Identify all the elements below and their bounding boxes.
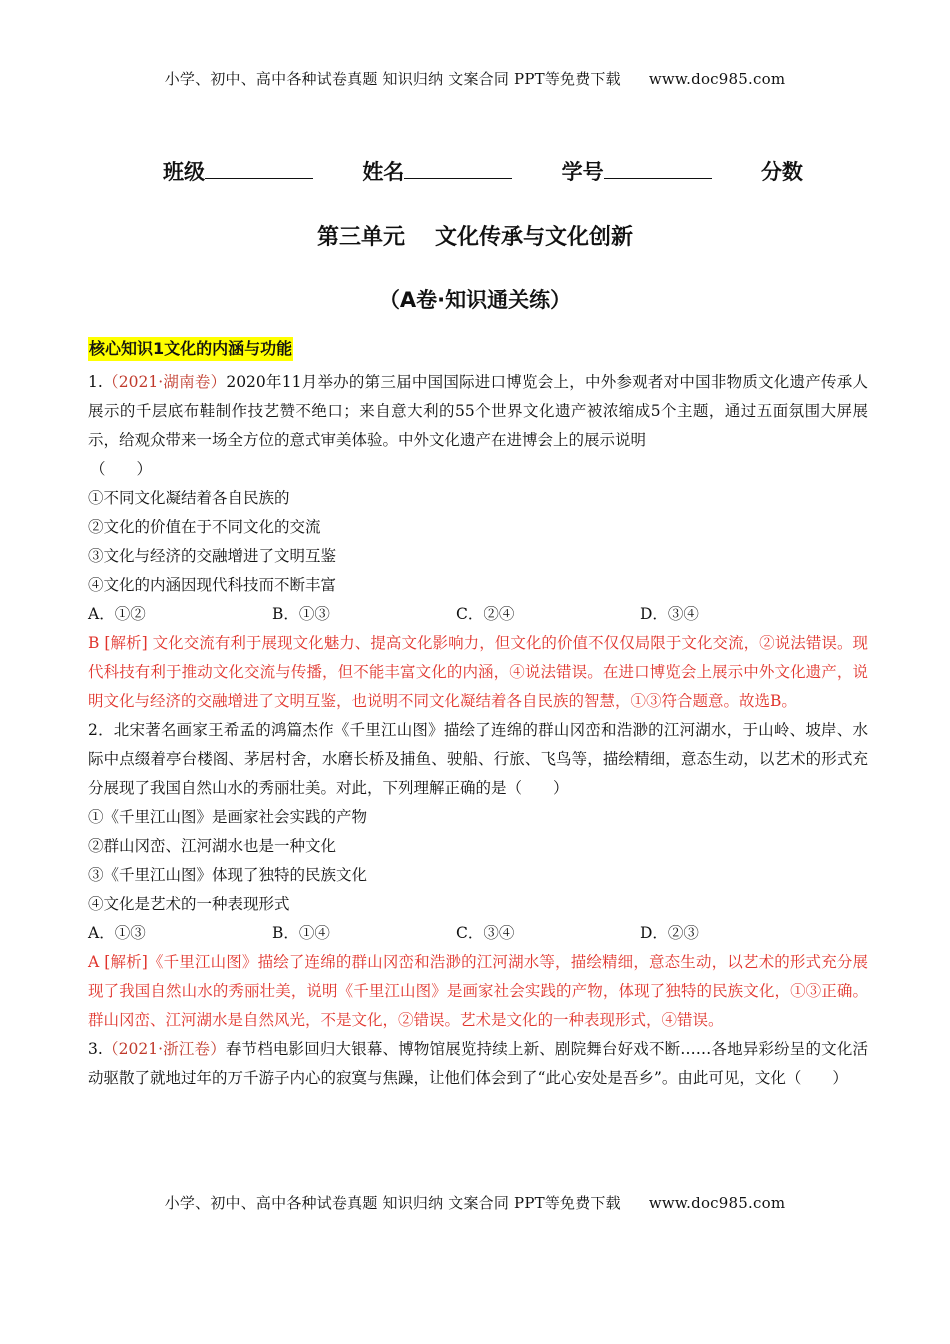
question-source: （2021·湖南卷） bbox=[102, 373, 227, 391]
choice-a: A．①② bbox=[88, 605, 146, 623]
footer-text: 小学、初中、高中各种试卷真题 知识归纳 文案合同 PPT等免费下载 bbox=[164, 1194, 621, 1212]
choice-d: D．②③ bbox=[640, 924, 699, 942]
answer-parentheses: （ ） bbox=[90, 460, 153, 478]
class-label: 班级 bbox=[163, 160, 205, 184]
answer-choices bbox=[88, 600, 868, 629]
score-field bbox=[761, 156, 803, 186]
question-source: （2021·浙江卷） bbox=[102, 1040, 226, 1058]
page-title bbox=[0, 220, 950, 251]
document-body bbox=[88, 335, 868, 1093]
header-site-link[interactable]: www.doc985.com bbox=[648, 70, 786, 88]
number-field bbox=[562, 156, 712, 186]
section-heading: 核心知识1文化的内涵与功能 bbox=[88, 337, 293, 361]
statement-option: ④文化是艺术的一种表现形式 bbox=[88, 895, 290, 913]
question-2 bbox=[88, 716, 868, 1035]
answer-explanation: B [解析] 文化交流有利于展现文化魅力、提高文化影响力，但文化的价值不仅仅局限于文化交流，②说法错误。现代科技有利于推动文化交流与传播，但不能丰富文化的内涵，④说法错误。在进口博览会上展示中外文化遗产，说明文化与经济的交融增进了文明互鉴，也说明不同文化凝结着各自民族的智慧，①③符合题意。故选B。 bbox=[88, 634, 868, 710]
student-info-row bbox=[163, 156, 845, 186]
question-number: 3. bbox=[88, 1040, 103, 1058]
choice-d: D．③④ bbox=[640, 605, 699, 623]
statement-option: ①《千里江山图》是画家社会实践的产物 bbox=[88, 808, 368, 826]
page-footer bbox=[0, 1192, 950, 1213]
statement-option: ③文化与经济的交融增进了文明互鉴 bbox=[88, 547, 337, 565]
answer-explanation: A [解析]《千里江山图》描绘了连绵的群山冈峦和浩渺的江河湖水等，描绘精细，意态生动，以艺术的形式充分展现了我国自然山水的秀丽壮美，说明《千里江山图》是画家社会实践的产物，体现了独特的民族文化，①③正确。群山冈峦、江河湖水是自然风光，不是文化，②错误。艺术是文化的一种表现形式，④错误。 bbox=[88, 953, 868, 1029]
question-stem bbox=[88, 716, 868, 803]
choice-c: C．②④ bbox=[456, 605, 515, 623]
name-label: 姓名 bbox=[362, 160, 405, 184]
question-number: 2． bbox=[88, 721, 114, 739]
score-label: 分数 bbox=[760, 160, 803, 184]
statement-option: ②群山冈峦、江河湖水也是一种文化 bbox=[88, 837, 337, 855]
question-text: 北宋著名画家王希孟的鸿篇杰作《千里江山图》描绘了连绵的群山冈峦和浩渺的江河湖水，于山岭、坡岸、水际中点缀着亭台楼阁、茅居村舍，水磨长桥及捕鱼、驶船、行旅、飞鸟等，描绘精细，意态生动，以艺术的形式充分展现了我国自然山水的秀丽壮美。对此，下列理解正确的是（ ） bbox=[88, 721, 868, 797]
question-text: 2020年11月举办的第三届中国国际进口博览会上，中外参观者对中国非物质文化遗产传承人展示的千层底布鞋制作技艺赞不绝口；来自意大利的55个世界文化遗产被浓缩成5个主题，通过五面氛围大屏展示，给观众带来一场全方位的意式审美体验。中外文化遗产在进博会上的展示说明 bbox=[88, 373, 868, 449]
question-text: 春节档电影回归大银幕、博物馆展览持续上新、剧院舞台好戏不断……各地异彩纷呈的文化活动驱散了就地过年的万千游子内心的寂寞与焦躁，让他们体会到了“此心安处是吾乡”。由此可见，文化（ ） bbox=[88, 1040, 868, 1087]
choice-a: A．①③ bbox=[88, 924, 146, 942]
question-stem bbox=[88, 1035, 868, 1093]
question-3 bbox=[88, 1035, 868, 1093]
number-blank bbox=[604, 158, 712, 179]
choice-b: B．①④ bbox=[272, 924, 330, 942]
question-number: 1. bbox=[88, 373, 103, 391]
footer-site-link[interactable]: www.doc985.com bbox=[648, 1194, 786, 1212]
statement-option: ①不同文化凝结着各自民族的 bbox=[88, 489, 290, 507]
number-label: 学号 bbox=[561, 160, 604, 184]
page-subtitle: （A卷·知识通关练） bbox=[378, 288, 572, 312]
choice-c: C．③④ bbox=[456, 924, 515, 942]
class-blank bbox=[205, 158, 313, 179]
unit-label: 第三单元 bbox=[316, 225, 405, 250]
statement-option: ②文化的价值在于不同文化的交流 bbox=[88, 518, 321, 536]
class-field bbox=[163, 156, 313, 186]
answer-choices bbox=[88, 919, 868, 948]
statement-option: ③《千里江山图》体现了独特的民族文化 bbox=[88, 866, 368, 884]
statement-option: ④文化的内涵因现代科技而不断丰富 bbox=[88, 576, 337, 594]
name-field bbox=[362, 156, 512, 186]
question-1 bbox=[88, 368, 868, 716]
unit-topic: 文化传承与文化创新 bbox=[435, 225, 634, 250]
name-blank bbox=[404, 158, 512, 179]
header-text: 小学、初中、高中各种试卷真题 知识归纳 文案合同 PPT等免费下载 bbox=[164, 70, 621, 88]
question-stem bbox=[88, 368, 868, 455]
page-header bbox=[0, 68, 950, 89]
choice-b: B．①③ bbox=[272, 605, 330, 623]
